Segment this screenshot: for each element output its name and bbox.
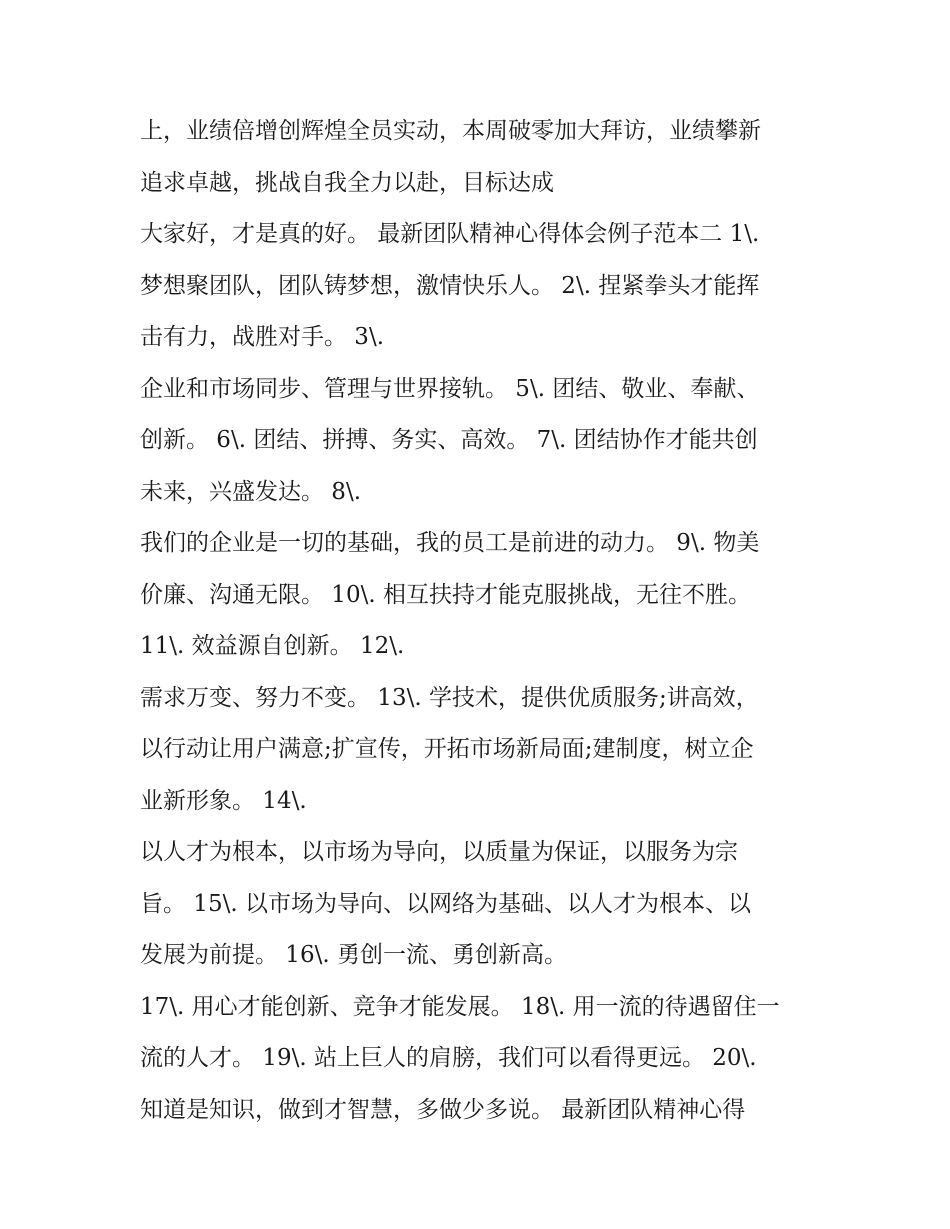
document-body <box>140 106 820 1136</box>
text-line: 知道是知识，做到才智慧，多做少多说。 最新团队精神心得 <box>140 1096 746 1123</box>
text-line: 11\. 效益源自创新。 12\. <box>140 633 405 659</box>
text-line: 旨。 15\. 以市场为导向、以网络为基础、以人才为根本、以 <box>140 890 751 917</box>
text-line: 未来，兴盛发达。 8\. <box>140 478 362 505</box>
text-line: 追求卓越，挑战自我全力以赴，目标达成 <box>140 169 554 196</box>
text-line: 发展为前提。 16\. 勇创一流、勇创新高。 <box>140 942 567 968</box>
text-line: 以人才为根本，以市场为导向，以质量为保证，以服务为宗 <box>140 839 738 865</box>
text-line: 需求万变、努力不变。 13\. 学技术，提供优质服务;讲高效， <box>140 684 759 711</box>
text-line: 价廉、沟通无限。 10\. 相互扶持才能克服挑战，无往不胜。 <box>140 581 751 608</box>
text-line: 上，业绩倍增创辉煌全员实动，本周破零加大拜访，业绩攀新 <box>140 118 761 144</box>
text-line: 企业和市场同步、管理与世界接轨。 5\. 团结、敬业、奉献、 <box>140 375 760 402</box>
text-line: 创新。 6\. 团结、拼搏、务实、高效。 7\. 团结协作才能共创 <box>140 427 758 453</box>
text-line: 业新形象。 14\. <box>140 787 307 814</box>
text-line: 大家好，才是真的好。 最新团队精神心得体会例子范本二 1\. <box>140 221 760 247</box>
text-line: 以行动让用户满意;扩宣传，开拓市场新局面;建制度，树立企 <box>140 736 754 762</box>
text-line: 我们的企业是一切的基础，我的员工是前进的动力。 9\. 物美 <box>140 530 760 556</box>
text-line: 17\. 用心才能创新、竞争才能发展。 18\. 用一流的待遇留住一 <box>140 993 780 1020</box>
text-line: 梦想聚团队，团队铸梦想，激情快乐人。 2\. 捏紧拳头才能挥 <box>140 272 760 299</box>
text-line: 流的人才。 19\. 站上巨人的肩膀，我们可以看得更远。 20\. <box>140 1045 757 1071</box>
text-line: 击有力，战胜对手。 3\. <box>140 324 385 350</box>
